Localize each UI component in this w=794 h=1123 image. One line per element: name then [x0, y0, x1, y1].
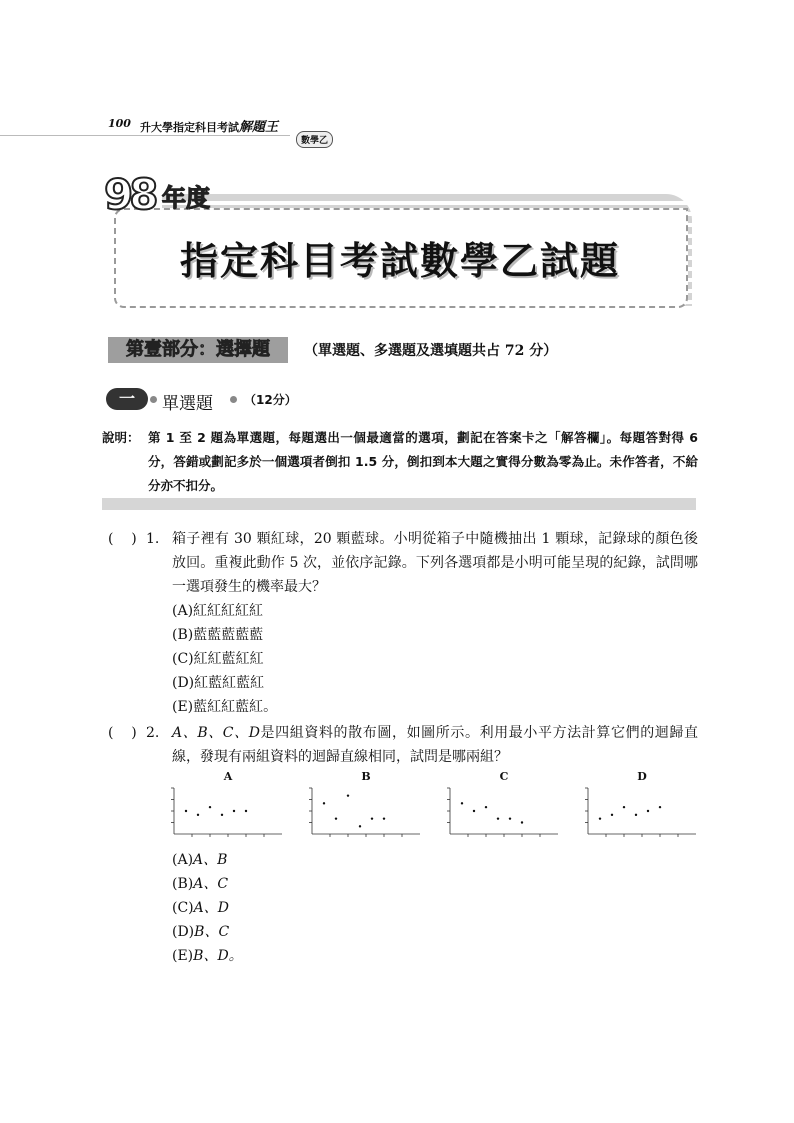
option-pair: A、D: [193, 900, 229, 916]
instructions-text: 第 1 至 2 題為單選題，每題選出一個最適當的選項，劃記在答案卡之「解答欄」。每題答對得 6 分，答錯或劃記多於一個選項者倒扣 1.5 分，倒扣到本大題之實得分數為零為止。未作答者，不給分亦不扣分。: [148, 430, 698, 493]
data-point: [473, 810, 475, 812]
question-stem: [172, 721, 698, 769]
question-1: [108, 527, 698, 719]
option-d: [172, 920, 698, 944]
question-2: [108, 721, 698, 769]
data-point: [599, 817, 601, 819]
option-letter: (A): [172, 852, 194, 868]
option-letter: (E): [172, 948, 194, 964]
option-pair: A、C: [193, 876, 229, 892]
chart-title: C: [499, 770, 509, 783]
option-pair: A、B: [193, 852, 228, 868]
section-note: （單選題、多選題及選填題共占 72 分）: [304, 343, 558, 359]
scatter-plot: [444, 784, 564, 842]
question-stem-text: 是四組資料的散布圖，如圖所示。利用最小平方法計算它們的迴歸直線，發現有兩組資料的迴歸直線相同，試問是哪兩組？: [172, 725, 698, 765]
data-point: [335, 817, 337, 819]
data-point: [485, 806, 487, 808]
data-point: [371, 817, 373, 819]
scatter-plot: [306, 784, 426, 842]
scatter-chart-d: [582, 770, 702, 842]
data-point: [197, 814, 199, 816]
subsection-score: （12分）: [244, 393, 297, 407]
answer-blank: ( ): [108, 725, 137, 741]
option-letter: (C): [172, 900, 194, 916]
data-point: [221, 814, 223, 816]
chart-title: D: [637, 770, 647, 783]
option-a: [172, 848, 698, 872]
subsection-heading: [106, 388, 406, 412]
option-b: [172, 872, 698, 896]
running-header: [108, 117, 348, 147]
data-point: [359, 825, 361, 827]
scatter-plot: [168, 784, 288, 842]
option-list: [172, 599, 698, 719]
data-point: [347, 794, 349, 796]
title-block: [102, 170, 698, 308]
chart-title: B: [361, 770, 371, 783]
answer-blank: ( ): [108, 531, 137, 547]
question-variables: A、B、C、D: [172, 725, 260, 741]
subject-badge: 數學乙: [296, 131, 333, 148]
question-2-options: [108, 848, 698, 968]
header-rule: [0, 135, 290, 136]
data-point: [647, 810, 649, 812]
question-number: 1.: [146, 531, 160, 547]
data-point: [611, 814, 613, 816]
data-point: [461, 802, 463, 804]
page-title: 指定科目考試數學乙試題: [179, 239, 620, 283]
data-point: [623, 806, 625, 808]
scatter-chart-b: [306, 770, 426, 842]
data-point: [323, 802, 325, 804]
option-c: (C)紅紅藍紅紅: [172, 651, 264, 667]
book-title-prefix: 升大學指定科目考試: [140, 121, 239, 134]
year-suffix: 年度: [162, 184, 210, 212]
option-c: [172, 896, 698, 920]
option-letter: (D): [172, 924, 195, 940]
option-e: [172, 944, 698, 968]
scatter-chart-c: [444, 770, 564, 842]
instructions: [102, 426, 698, 498]
data-point: [185, 810, 187, 812]
subsection-number: 一: [106, 388, 148, 410]
option-d: (D)紅藍紅藍紅: [172, 675, 265, 691]
question-number: 2.: [146, 725, 160, 741]
option-b: (B)藍藍藍藍藍: [172, 627, 264, 643]
chart-title: A: [223, 770, 233, 783]
book-title-emphasis: 解題王: [239, 120, 279, 135]
option-list: [172, 848, 698, 968]
bullet-dot-icon: [150, 396, 157, 403]
section-label: 第壹部分：選擇題: [108, 337, 288, 363]
option-e: (E)藍紅紅藍紅。: [172, 699, 278, 715]
scatter-chart-a: [168, 770, 288, 842]
instructions-label: 說明：: [102, 430, 140, 445]
data-point: [521, 821, 523, 823]
data-point: [383, 817, 385, 819]
question-stem: 箱子裡有 30 顆紅球，20 顆藍球。小明從箱子中隨機抽出 1 顆球，記錄球的顏色後放回。重複此動作 5 次，並依序記錄。下列各選項都是小明可能呈現的紀錄，試問哪一選項發生的機率最大？: [172, 531, 698, 595]
data-point: [497, 817, 499, 819]
page-number: 100: [108, 117, 131, 130]
data-point: [509, 817, 511, 819]
data-point: [635, 814, 637, 816]
subsection-title: 單選題: [162, 394, 213, 414]
data-point: [209, 806, 211, 808]
book-title: [140, 116, 278, 135]
bullet-dot-icon: [230, 396, 237, 403]
year-number: 98: [104, 170, 155, 219]
data-point: [659, 806, 661, 808]
option-pair: B、D。: [193, 948, 243, 964]
option-a: (A)紅紅紅紅紅: [172, 603, 264, 619]
option-pair: B、C: [194, 924, 230, 940]
data-point: [233, 810, 235, 812]
divider-bar: [102, 498, 696, 510]
scatter-plot: [582, 784, 702, 842]
scatter-plots: [168, 770, 698, 850]
data-point: [245, 810, 247, 812]
option-letter: (B): [172, 876, 194, 892]
